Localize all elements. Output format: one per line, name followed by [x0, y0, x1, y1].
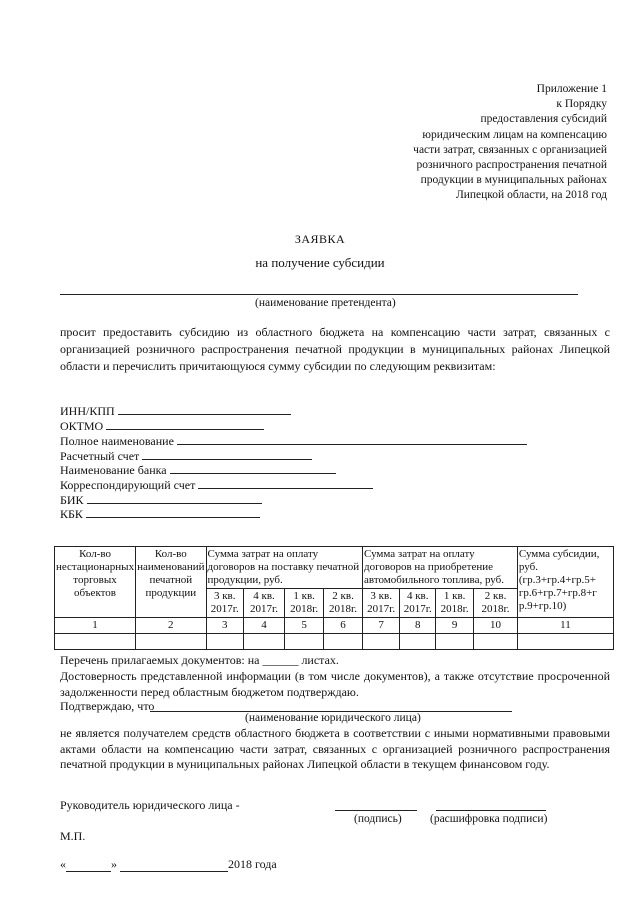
appendix-line: юридическим лицам на компенсацию	[422, 128, 607, 141]
date-open-quote: «	[60, 857, 66, 871]
appendix-line: продукции в муниципальных районах	[420, 174, 607, 187]
documents-line: Перечень прилагаемых документов: на ______ листах.	[60, 653, 339, 667]
signature-label: Руководитель юридического лица -	[60, 798, 240, 812]
date-year: 2018 года	[228, 857, 277, 871]
header-col11: Сумма субсидии, руб. (гр.3+гр.4+гр.5+ гр.6+гр.7+гр.8+г р.9+гр.10)	[517, 547, 613, 618]
header-group1: Сумма затрат на оплату договоров на поставку печатной продукции, руб.	[206, 547, 362, 589]
applicant-caption: (наименование претендента)	[255, 297, 396, 309]
table-cell[interactable]	[285, 634, 324, 650]
quarter-header: 2 кв. 2018г.	[474, 589, 518, 618]
appendix-line: розничного распространения печатной	[416, 159, 607, 172]
column-number: 10	[474, 618, 518, 634]
oktmo-input-line[interactable]	[106, 417, 264, 430]
field-label: Наименование банка	[60, 463, 167, 477]
applicant-name-line[interactable]	[60, 294, 578, 295]
column-number: 11	[517, 618, 613, 634]
confirm-paragraph: Достоверность представленной информации (в том числе документов), а также отсутствие просроченной задолженности перед областным бюджетом подтверждаю.	[60, 669, 610, 699]
legal-entity-caption: (наименование юридического лица)	[245, 712, 421, 724]
confirm-label: Подтверждаю, что	[60, 699, 155, 713]
field-label: Корреспондирующий счет	[60, 478, 196, 492]
field-label: ИНН/КПП	[60, 404, 115, 418]
field-label: ОКТМО	[60, 419, 104, 433]
full-name-input-line[interactable]	[177, 432, 527, 445]
column-number: 1	[55, 618, 136, 634]
header-col2: Кол-во наименований печатной продукции	[136, 547, 206, 618]
appendix-line: Приложение 1	[536, 83, 607, 95]
decode-caption: (расшифровка подписи)	[430, 813, 548, 825]
column-number: 6	[324, 618, 363, 634]
table-cell[interactable]	[517, 634, 613, 650]
date-close-quote: »	[111, 857, 117, 871]
field-label: Полное наименование	[60, 434, 174, 448]
signature-decode-line[interactable]	[436, 810, 546, 811]
column-number: 9	[436, 618, 474, 634]
table-cell[interactable]	[400, 634, 436, 650]
field-label: КБК	[60, 507, 83, 521]
header-col1: Кол-во нестационарных торговых объектов	[55, 547, 136, 618]
column-number: 3	[206, 618, 243, 634]
quarter-header: 3 кв. 2017г.	[363, 589, 400, 618]
field-corr-account	[60, 476, 373, 492]
table-cell[interactable]	[206, 634, 243, 650]
table-cell[interactable]	[436, 634, 474, 650]
field-inn-kpp	[60, 402, 291, 418]
column-number: 4	[243, 618, 284, 634]
column-number: 8	[400, 618, 436, 634]
field-bank-name	[60, 461, 336, 477]
signature-caption: (подпись)	[354, 813, 402, 825]
bank-name-input-line[interactable]	[170, 461, 336, 474]
column-number: 5	[285, 618, 324, 634]
column-number: 7	[363, 618, 400, 634]
subsidy-table	[54, 546, 614, 650]
final-paragraph: не является получателем средств областного бюджета в соответствии с иными нормативными правовыми актами области на компенсацию части затрат, связанных с организацией розничного распространения печатной продукции в муниципальных районах Липецкой области в текущем финансовом году.	[60, 726, 610, 771]
document-subtitle: на получение субсидии	[255, 255, 385, 270]
column-number: 2	[136, 618, 206, 634]
field-kbk	[60, 505, 260, 521]
bik-input-line[interactable]	[87, 491, 262, 504]
table-cell[interactable]	[136, 634, 206, 650]
appendix-line: предоставления субсидий	[480, 113, 607, 126]
stamp-place: М.П.	[60, 829, 86, 843]
appendix-line: части затрат, связанных с организацией	[413, 143, 607, 156]
table-cell[interactable]	[474, 634, 518, 650]
quarter-header: 1 кв. 2018г.	[436, 589, 474, 618]
kbk-input-line[interactable]	[86, 505, 260, 518]
table-cell[interactable]	[55, 634, 136, 650]
quarter-header: 4 кв. 2017г.	[400, 589, 436, 618]
field-full-name	[60, 432, 527, 448]
inn-kpp-input-line[interactable]	[118, 402, 291, 415]
quarter-header: 4 кв. 2017г.	[243, 589, 284, 618]
table-row	[55, 634, 614, 650]
quarter-header: 2 кв. 2018г.	[324, 589, 363, 618]
date-day-input-line[interactable]	[66, 857, 111, 872]
appendix-line: к Порядку	[556, 98, 607, 111]
table-cell[interactable]	[243, 634, 284, 650]
table-cell[interactable]	[363, 634, 400, 650]
field-oktmo	[60, 417, 264, 433]
quarter-header: 1 кв. 2018г.	[285, 589, 324, 618]
intro-paragraph: просит предоставить субсидию из областного бюджета на компенсацию части затрат, связанных с организацией розничного распространения печатной продукции в муниципальных районах Липецкой области и перечислить причитающуюся сумму субсидии по следующим реквизитам:	[60, 325, 610, 373]
appendix-line: Липецкой области, на 2018 год	[455, 189, 607, 202]
field-label: БИК	[60, 493, 84, 507]
table-cell[interactable]	[324, 634, 363, 650]
quarter-header: 3 кв. 2017г.	[206, 589, 243, 618]
date-line	[60, 857, 277, 872]
appendix-header	[413, 82, 607, 204]
header-group2: Сумма затрат на оплату договоров на приобретение автомобильного топлива, руб.	[363, 547, 518, 589]
document-title: ЗАЯВКА	[294, 232, 346, 246]
corr-account-input-line[interactable]	[198, 476, 373, 489]
signature-line[interactable]	[335, 810, 417, 811]
column-number-row	[55, 618, 614, 634]
field-label: Расчетный счет	[60, 449, 140, 463]
date-month-input-line[interactable]	[120, 857, 228, 872]
account-input-line[interactable]	[142, 447, 312, 460]
